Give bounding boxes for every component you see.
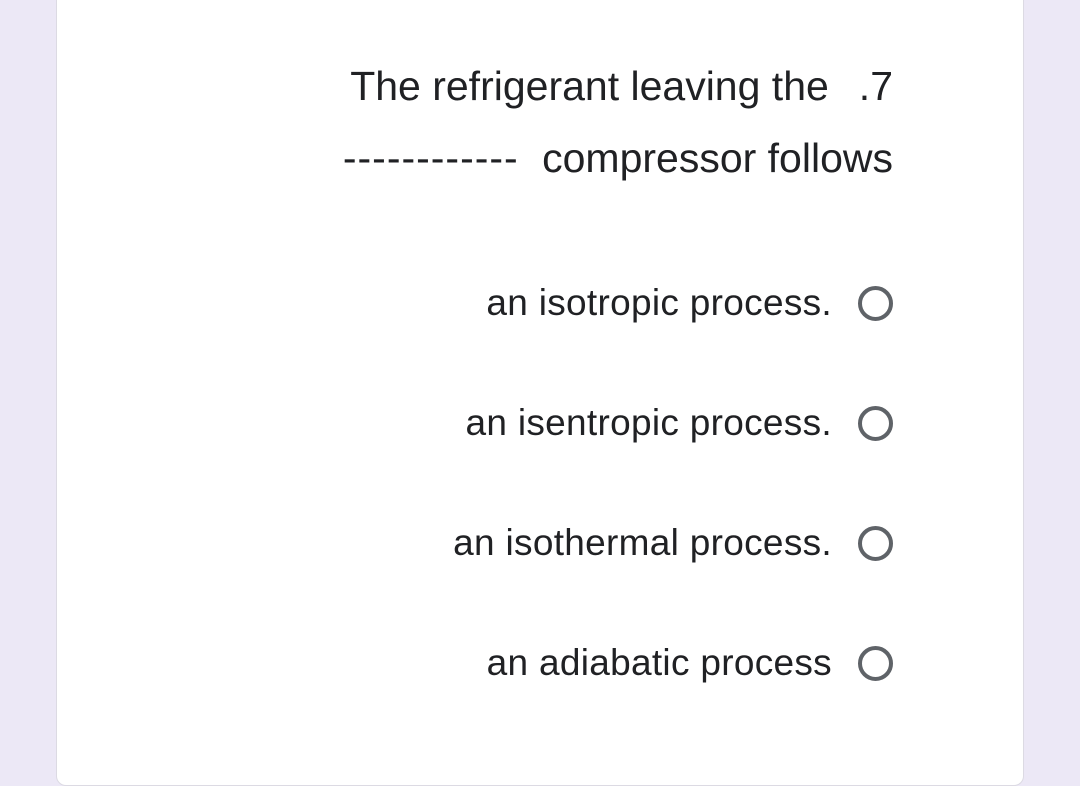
option-label: an isotropic process. bbox=[486, 282, 832, 323]
question-card bbox=[56, 0, 1024, 786]
option-label: an adiabatic process bbox=[486, 642, 832, 683]
question-text: The refrigerant leaving the bbox=[350, 63, 829, 109]
option-isentropic[interactable] bbox=[465, 393, 893, 453]
question-number: .7 bbox=[858, 63, 893, 109]
option-isothermal[interactable] bbox=[453, 513, 893, 573]
option-isotropic[interactable] bbox=[486, 273, 893, 333]
radio-button[interactable] bbox=[858, 406, 893, 441]
question-title-line2 bbox=[343, 135, 893, 182]
radio-button[interactable] bbox=[858, 526, 893, 561]
question-blank: ------------ bbox=[342, 135, 519, 181]
question-title-line1 bbox=[350, 63, 893, 110]
question-text-continued: compressor follows bbox=[542, 135, 893, 181]
radio-button[interactable] bbox=[858, 646, 893, 681]
option-label: an isothermal process. bbox=[453, 522, 832, 563]
option-adiabatic[interactable] bbox=[487, 633, 893, 693]
radio-button[interactable] bbox=[858, 286, 893, 321]
option-label: an isentropic process. bbox=[465, 402, 832, 443]
